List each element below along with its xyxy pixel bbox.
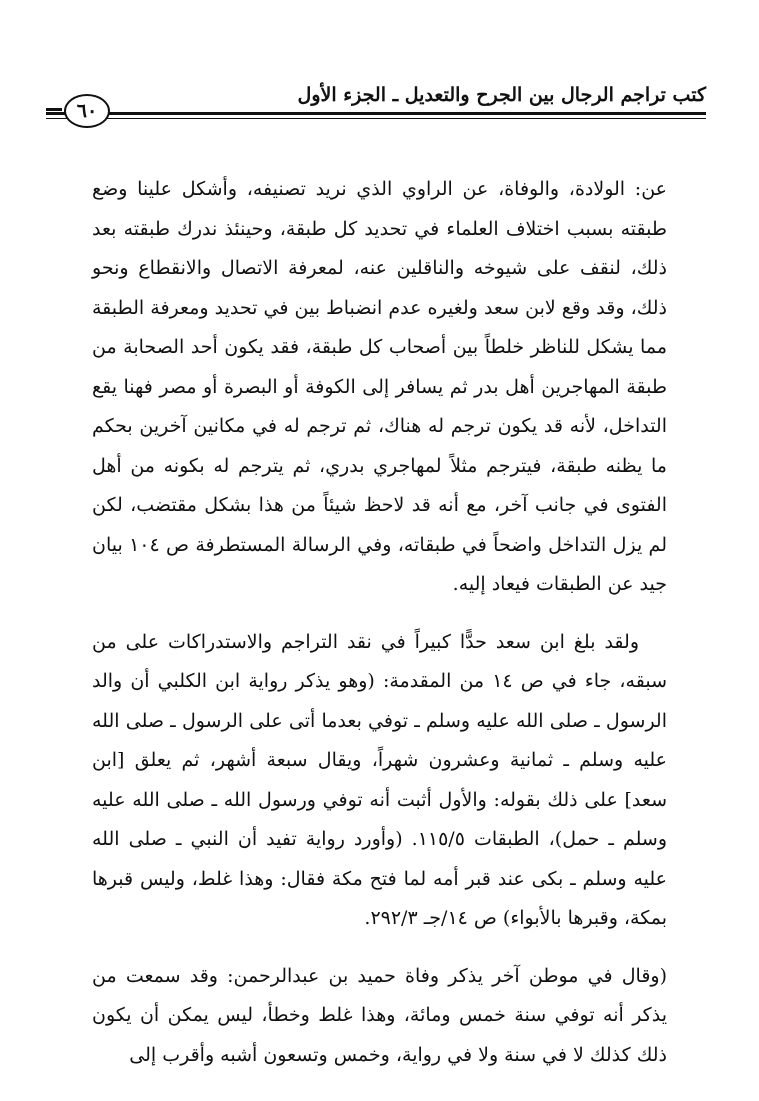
page-number-ornament — [46, 108, 62, 111]
running-title: كتب تراجم الرجال بين الجرح والتعديل ـ الجزء الأول — [297, 84, 706, 106]
paragraph-2: ولقد بلغ ابن سعد حدًّا كبيراً في نقد التراجم والاستدراكات على من سبقه، جاء في ص ١٤ من المقدمة: (وهو يذكر رواية ابن الكلبي أن والد الرسول ـ صلى الله عليه وسلم ـ توفي بعدما أتى على الرسول ـ صلى الله عليه وسلم ـ ثمانية وعشرون شهراً، ويقال سبعة أشهر، ثم يعلق [ابن سعد] على ذلك بقوله: والأول أثبت أنه توفي ورسول الله ـ صلى الله عليه وسلم ـ حمل)، الطبقات ١١٥/٥. (وأورد رواية تفيد أن النبي ـ صلى الله عليه وسلم ـ بكى عند قبر أمه لما فتح مكة فقال: وهذا غلط، وليس قبرها بمكة، وقبرها بالأبواء) ص ١٤/جـ ٢٩٢/٣. — [92, 630, 667, 929]
header-rule-thin — [46, 118, 706, 119]
page-body — [92, 170, 667, 1075]
paragraph-3: (وقال في موطن آخر يذكر وفاة حميد بن عبدالرحمن: وقد سمعت من يذكر أنه توفي سنة خمس ومائة، وهذا غلط وخطأ، ليس يمكن أن يكون ذلك كذلك لا في سنة ولا في رواية، وخمس وتسعون أشبه وأقرب إلى — [92, 964, 667, 1066]
page-number: ٦٠ — [64, 94, 110, 128]
page-header — [46, 78, 706, 130]
paragraph-1: عن: الولادة، والوفاة، عن الراوي الذي نريد تصنيفه، وأشكل علينا وضع طبقته بسبب اختلاف العلماء في تحديد كل طبقة، وحينئذ ندرك طبقته بعد ذلك، لنقف على شيوخه والناقلين عنه، لمعرفة الاتصال والانقطاع ونحو ذلك، وقد وقع لابن سعد ولغيره عدم انضباط بين في تحديد ومعرفة الطبقة مما يشكل للناظر خلطاً بين أصحاب كل طبقة، فقد يكون أحد الصحابة من طبقة المهاجرين أهل بدر ثم يسافر إلى الكوفة أو البصرة أو مصر فهنا يقع التداخل، لأنه قد يكون ترجم له هناك، ثم ترجم له في مكانين آخرين بحكم ما يظنه طبقة، فيترجم مثلاً لمهاجري بدري، ثم يترجم له بكونه من أهل الفتوى في جانب آخر، مع أنه قد لاحظ شيئاً من هذا بشكل مقتضب، لكن لم يزل التداخل واضحاً في طبقاته، وفي الرسالة المستطرفة ص ١٠٤ بيان جيد عن الطبقات فيعاد إليه. — [92, 178, 667, 595]
header-rule — [46, 112, 706, 115]
